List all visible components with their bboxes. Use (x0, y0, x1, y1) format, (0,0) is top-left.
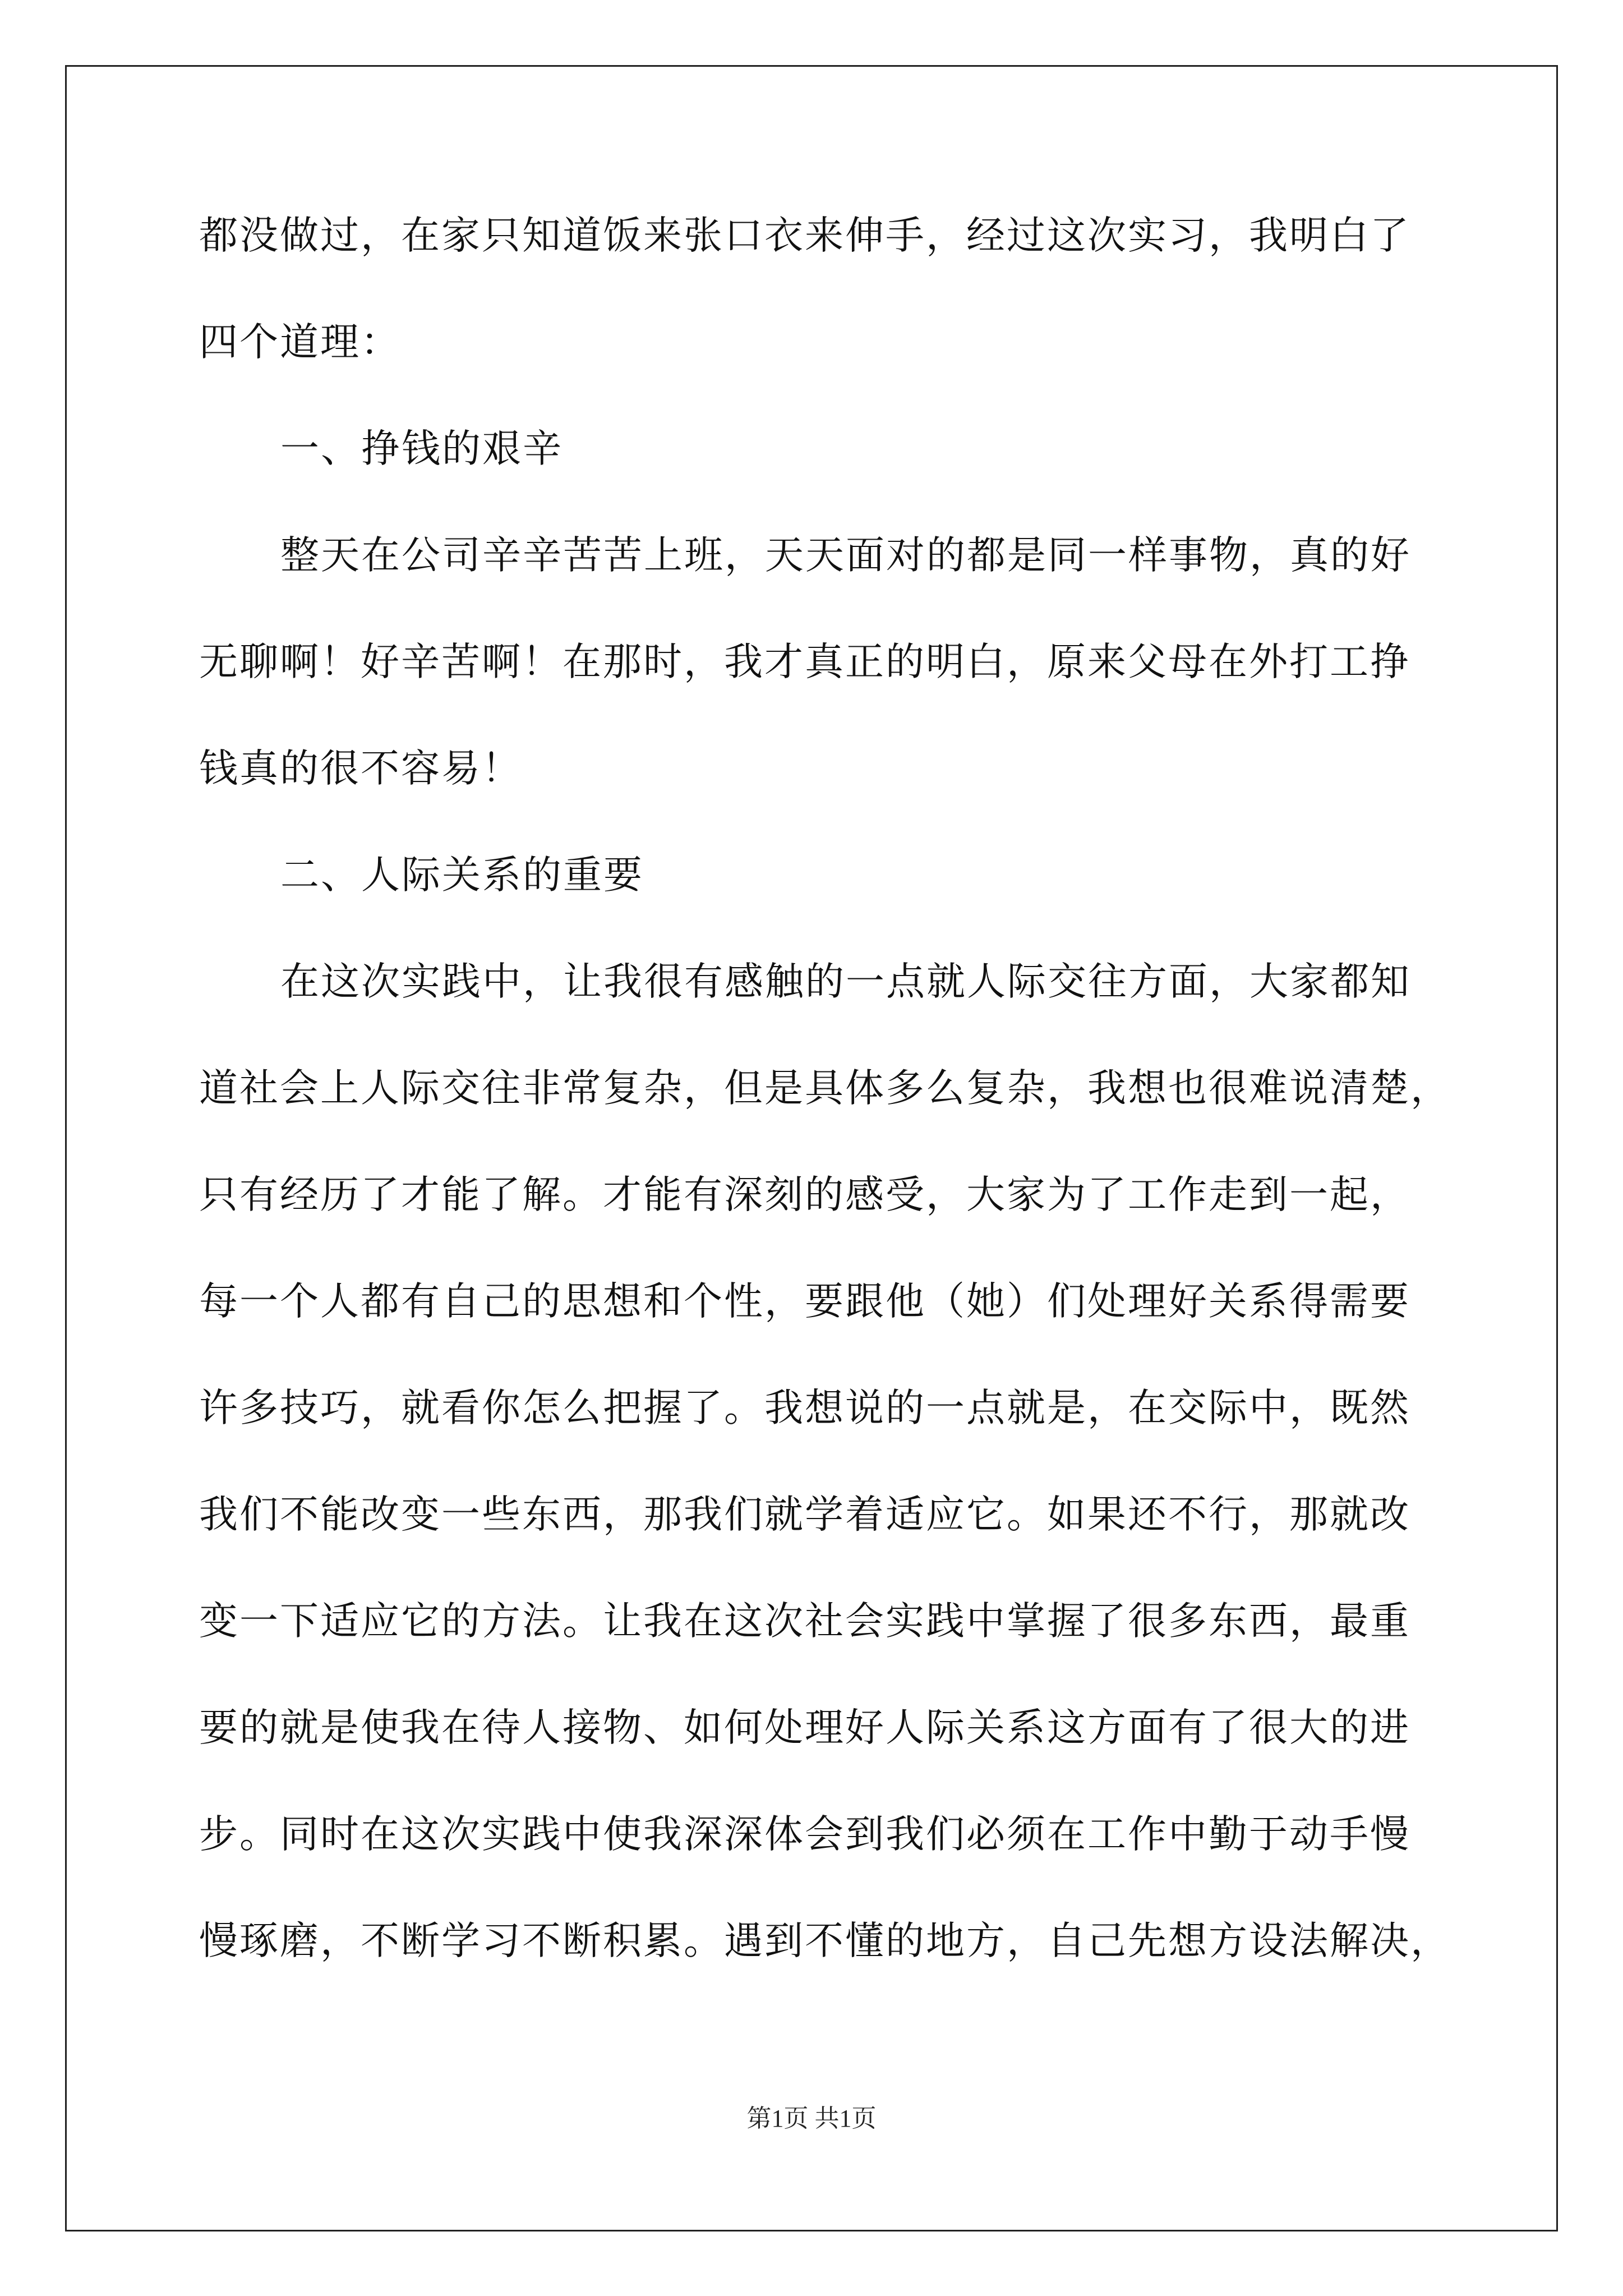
text-line: 许多技巧，就看你怎么把握了。我想说的一点就是，在交际中，既然 (199, 1386, 1410, 1430)
text-line: 四个道理： (199, 320, 401, 365)
text-line: 都没做过，在家只知道饭来张口衣来伸手，经过这次实习，我明白了 (199, 213, 1410, 258)
text-line: 步。同时在这次实践中使我深深体会到我们必须在工作中勤于动手慢 (199, 1812, 1410, 1857)
text-line: 我们不能改变一些东西，那我们就学着适应它。如果还不行，那就改 (199, 1492, 1410, 1537)
text-line: 每一个人都有自己的思想和个性，要跟他（她）们处理好关系得需要 (199, 1279, 1410, 1324)
text-line: 只有经历了才能了解。才能有深刻的感受，大家为了工作走到一起， (199, 1172, 1410, 1217)
page-border (65, 65, 1558, 2231)
text-line: 道社会上人际交往非常复杂，但是具体多么复杂，我想也很难说清楚， (199, 1066, 1451, 1111)
text-line: 慢琢磨，不断学习不断积累。遇到不懂的地方，自己先想方设法解决， (199, 1918, 1451, 1963)
section-heading: 二、人际关系的重要 (280, 853, 644, 898)
page-footer: 第1页 共1页 (746, 2105, 877, 2132)
text-line: 无聊啊！好辛苦啊！在那时，我才真正的明白，原来父母在外打工挣 (199, 639, 1410, 684)
text-line: 整天在公司辛辛苦苦上班，天天面对的都是同一样事物，真的好 (280, 533, 1411, 578)
text-line: 在这次实践中，让我很有感触的一点就人际交往方面，大家都知 (280, 959, 1411, 1004)
section-heading: 一、挣钱的艰辛 (280, 426, 563, 471)
text-line: 变一下适应它的方法。让我在这次社会实践中掌握了很多东西，最重 (199, 1599, 1410, 1644)
text-line: 要的就是使我在待人接物、如何处理好人际关系这方面有了很大的进 (199, 1705, 1410, 1750)
text-line: 钱真的很不容易！ (199, 746, 522, 791)
